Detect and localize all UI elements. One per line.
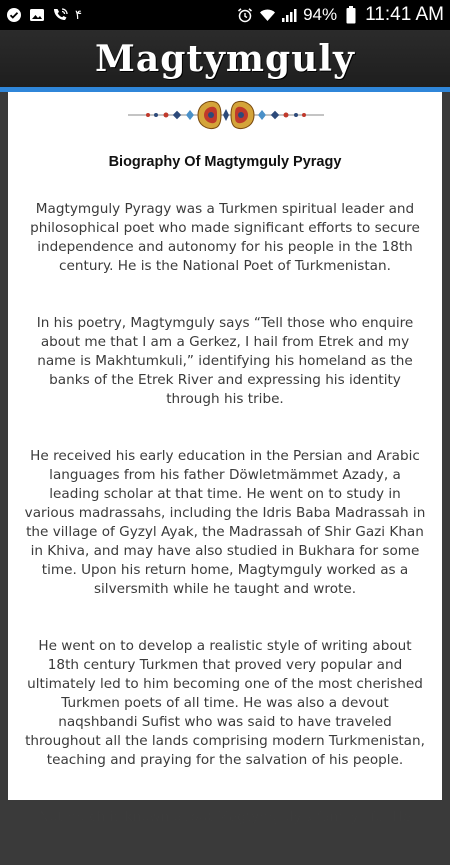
wifi-calling-icon bbox=[52, 7, 68, 23]
alarm-icon bbox=[237, 7, 253, 23]
app-title: Magtymguly bbox=[95, 37, 355, 80]
decorative-ornament-icon bbox=[128, 98, 324, 132]
battery-percent: 94% bbox=[303, 5, 338, 24]
paragraph: In his poetry, Magtymguly says “Tell those who enquire about me that I am a Gerkez, I hail from Etrek and my name is Makhtumkuli,” identifying his homeland as the banks of the Etrek River and expressing his identity through his tribe. bbox=[36, 315, 414, 407]
status-time: 11:41 AM bbox=[365, 4, 444, 25]
status-left bbox=[0, 7, 82, 23]
biography-text bbox=[24, 200, 426, 865]
check-badge-icon bbox=[6, 7, 22, 23]
signal-icon bbox=[281, 7, 297, 23]
page-heading: Biography Of Magtymguly Pyragy bbox=[108, 154, 342, 170]
battery-icon bbox=[343, 7, 359, 23]
content-card[interactable] bbox=[8, 92, 442, 825]
paragraph: Not much is known about Magtymguly's family life. He bbox=[39, 809, 411, 825]
paragraph: He went on to develop a realistic style of writing about 18th century Turkmen that proved very popular and ultimately led to him becoming one of the most cherished Turkmen poets of all time. He was also a devout naqshbandi Sufist who was said to have traveled throughout all the lands comprising modern Turkmenistan, teaching and praying for the salvation of his people. bbox=[25, 638, 425, 768]
app-header bbox=[0, 30, 450, 87]
paragraph: Magtymguly Pyragy was a Turkmen spiritual leader and philosophical poet who made significant efforts to secure independence and autonomy for his people in the 18th century. He is the National Poet of Turkmenistan. bbox=[30, 201, 420, 274]
wifi-icon bbox=[259, 7, 275, 23]
status-bar bbox=[0, 0, 450, 30]
paragraph: He received his early education in the Persian and Arabic languages from his father Döwletmämmet Azady, a leading scholar at that time. He went on to study in various madrassahs, including the Idris Baba Madrassah in the village of Gyzyl Ayak, the Madrassah of Shir Gazi Khan in Khiva, and may have also studied in Bukhara for some time. Upon his return home, Magtymguly worked as a silversmith while he taught and wrote. bbox=[24, 448, 426, 597]
status-extra-text: ۴ bbox=[75, 7, 82, 22]
image-icon bbox=[29, 7, 45, 23]
status-right bbox=[237, 4, 450, 26]
